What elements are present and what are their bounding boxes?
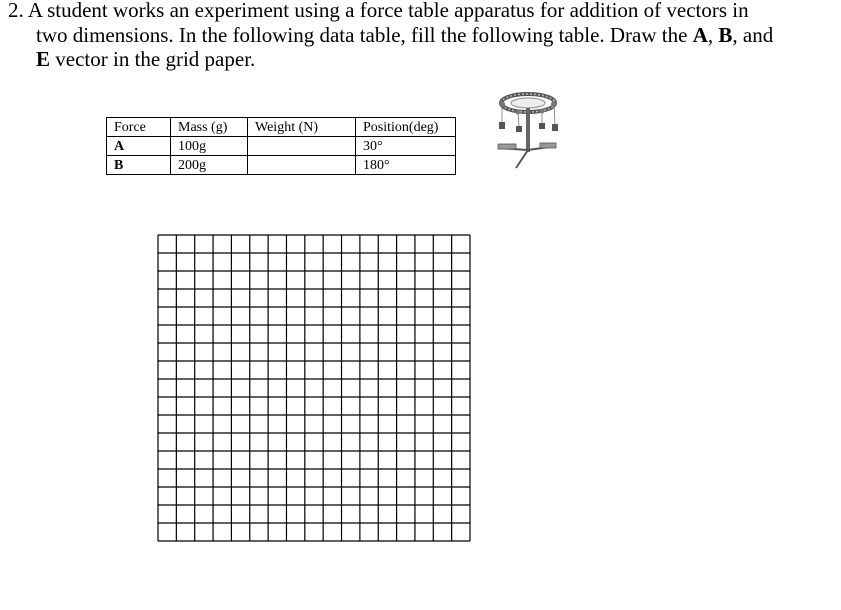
cell-weight[interactable] <box>248 156 356 175</box>
cell-force: A <box>107 137 171 156</box>
question-line-1: 2. A student works an experiment using a force table apparatus for addition of vectors in <box>8 0 749 22</box>
header-force: Force <box>107 118 171 137</box>
header-position: Position(deg) <box>356 118 456 137</box>
table-row <box>107 137 456 156</box>
cell-weight[interactable] <box>248 137 356 156</box>
question-line-2: two dimensions. In the following data table, fill the following table. Draw the A, B, and <box>36 22 774 47</box>
table-header-row <box>107 118 456 137</box>
cell-mass: 200g <box>171 156 248 175</box>
vector-e-label: E <box>36 47 51 71</box>
question-text <box>8 0 833 72</box>
header-weight: Weight (N) <box>248 118 356 137</box>
cell-position: 30° <box>356 137 456 156</box>
grid-lines <box>158 235 470 541</box>
question-line-3: E vector in the grid paper. <box>36 47 256 71</box>
cell-mass: 100g <box>171 137 248 156</box>
table-row <box>107 156 456 175</box>
header-mass: Mass (g) <box>171 118 248 137</box>
grid-paper[interactable] <box>157 234 472 542</box>
vector-b-label: B <box>718 22 733 47</box>
vector-a-label: A <box>692 22 708 47</box>
question-number: 2. <box>8 0 24 22</box>
force-data-table <box>106 117 456 175</box>
force-table-illustration <box>490 88 566 172</box>
cell-force: B <box>107 156 171 175</box>
cell-position: 180° <box>356 156 456 175</box>
